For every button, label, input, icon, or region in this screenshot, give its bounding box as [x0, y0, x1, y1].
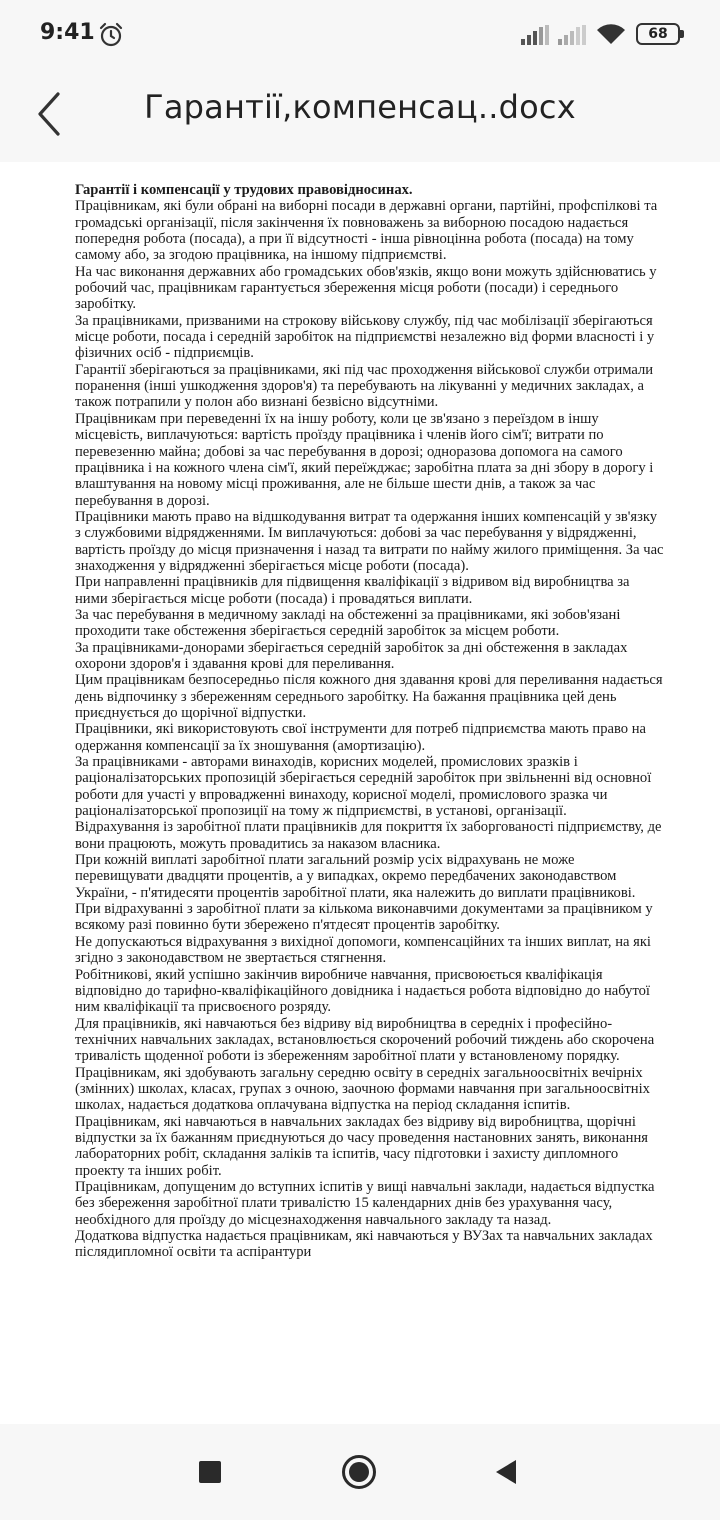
document-page[interactable] [0, 162, 720, 1424]
paragraph: За час перебування в медичному закладі на обстеженні за працівниками, які зобов'язані проходити таке обстеження зберігається середній заробіток за місцем роботи. [75, 606, 621, 640]
paragraph: За працівниками - авторами винаходів, корисних моделей, промислових зразків і раціоналізаторських пропозицій зберігається середній заробіток при звільненні від основної роботи для участі у впровадженні винаходу, корисної моделі, промислового зразка чи раціоналізаторської пропозиції на тому ж підприємстві, в установі, організації. [75, 754, 652, 820]
document-title: Гарантії,компенсац..docx [144, 88, 576, 126]
paragraph: Відрахування із заробітної плати працівників для покриття їх заборгованості підприємству, де вони працюють, можуть провадитись за наказом власника. [75, 819, 662, 852]
triangle-back-icon[interactable] [494, 1458, 518, 1486]
paragraph: Працівникам, допущеним до вступних іспитів у вищі навчальні заклади, надається відпустка без збереження заробітної плати тривалістю 15 календарних днів без урахування часу, необхідного для проїзду до місцезнаходження навчального закладу та назад. [75, 1178, 655, 1228]
paragraph: Працівникам при переведенні їх на іншу роботу, коли це зв'язано з переїздом в іншу місцевість, виплачуються: вартість проїзду працівника і членів його сім'ї; витрати по перевезенню майна; добові за час перебування в дорозі; одноразова допомога на самого працівника і на кожного члена сім'ї, який переїжджає; заробітна плата за дні збору в дорогу і влаштування на новому місці проживання, але не більше шести днів, а також за час перебування в дорозі. [75, 410, 654, 509]
paragraph: Працівникам, які здобувають загальну середню освіту в середніх загальноосвітніх вечірніх (змінних) школах, класах, групах з очною, заочною формами навчання при загальноосвітніх школах, надається додаткова оплачувана відпустка на період складання іспитів. [75, 1064, 650, 1114]
paragraph: На час виконання державних або громадських обов'язків, якщо вони можуть здійснюватись у робочий час, працівникам гарантується збереження місця роботи (посади) і середнього заробітку. [75, 263, 657, 313]
paragraph: Цим працівникам безпосередньо після кожного дня здавання крові для переливання надається день відпочинку з збереженням середнього заробітку. На бажання працівника цей день приєднується до щорічної відпустки. [75, 672, 663, 721]
paragraph: Працівникам, які навчаються в навчальних закладах без відриву від виробництва, щорічні відпустки за їх бажанням приєднуються до часу проведення настановних занять, виконання лабораторних робіт, складання заліків та іспитів, часу підготовки і захисту дипломного проекту та інших робіт. [75, 1113, 648, 1179]
paragraph: За працівниками-донорами зберігається середній заробіток за дні обстеження в закладах охорони здоров'я і здавання крові для переливання. [75, 639, 628, 672]
signal-icon-2 [558, 25, 586, 45]
document-heading: Гарантії і компенсації у трудових правовідносинах. [75, 182, 413, 198]
paragraph: За працівниками, призваними на строкову військову службу, під час мобілізації зберігаються місце роботи, посада і середній заробіток на підприємстві незалежно від форми власності і у фізичних осіб - підприємців. [75, 312, 655, 362]
navigation-bar [0, 1424, 720, 1520]
circle-home-icon[interactable] [341, 1454, 377, 1490]
paragraph: Працівники, які використовують свої інструменти для потреб підприємства мають право на одержання компенсації за їх зношування (амортизацію). [75, 721, 647, 754]
paragraph: При направленні працівників для підвищення кваліфікації з відривом від виробництва за ними зберігається місце роботи (посада) і провадяться виплати. [75, 574, 630, 607]
paragraph: Додаткова відпустка надається працівникам, які навчаються у ВУЗах та навчальних закладах післядипломної освіти та аспірантури [75, 1228, 653, 1261]
paragraph: Не допускаються відрахування з вихідної допомоги, компенсаційних та інших виплат, на які згідно з законодавством не звертається стягнення. [75, 933, 651, 967]
paragraph: Робітникові, який успішно закінчив виробниче навчання, присвоюється кваліфікація відповідно до тарифно-кваліфікаційного довідника і надається робота відповідно до набутої ним кваліфікації та присвоєного розряду. [75, 966, 650, 1016]
document-text [75, 182, 665, 1261]
paragraph: Працівники мають право на відшкодування витрат та одержання інших компенсацій у зв'язку з службовими відрядженнями. Ім виплачуються: добові за час перебування у відрядженні, вартість проїзду до місця призначення і назад та витрати по найму жилого приміщення. За час знаходження у відрядженні зберігається місце роботи (посада). [75, 508, 664, 574]
status-bar [0, 0, 720, 70]
paragraph: При кожній виплаті заробітної плати загальний розмір усіх відрахувань не може перевищувати двадцяти процентів, а у випадках, окремо передбачених законодавством України, - п'ятидесяти процентів заробітної плати, яка належить до виплати працівникові. [75, 852, 636, 901]
paragraph: Гарантії зберігаються за працівниками, які під час проходження військової служби отримали поранення (інші ушкодження здоров'я) та перебувають на лікуванні у медичних закладах, а також потрапили у полон або визнані безвісно відсутніми. [75, 361, 654, 411]
battery-level: 68 [648, 26, 668, 42]
paragraph: Працівникам, які були обрані на виборні посади в державні органи, партійні, профспілкові та громадські організації, після закінчення їх повноважень за виборною посадою надається попередня робота (посада), а при її відсутності - інша рівноцінна робота (посада) на тому самому або, за згодою працівника, на іншому підприємстві. [75, 198, 658, 264]
app-header [0, 70, 720, 162]
alarm-icon [98, 22, 124, 48]
wifi-icon [596, 24, 626, 46]
battery-icon [636, 23, 680, 45]
paragraph: При відрахуванні з заробітної плати за кількома виконавчими документами за працівником у всякому разі повинно бути збережено п'ятдесят процентів заробітку. [75, 901, 653, 934]
paragraph: Для працівників, які навчаються без відриву від виробництва в середніх і професійно-технічних навчальних закладах, встановлюється скорочений робочий тиждень або скорочена тривалість щоденної роботи із збереженням заробітної плати у встановленому порядку. [75, 1015, 655, 1065]
battery-tip [680, 30, 684, 38]
square-recents-icon[interactable] [199, 1461, 221, 1483]
signal-icon [521, 25, 549, 45]
status-time: 9:41 [40, 20, 95, 45]
